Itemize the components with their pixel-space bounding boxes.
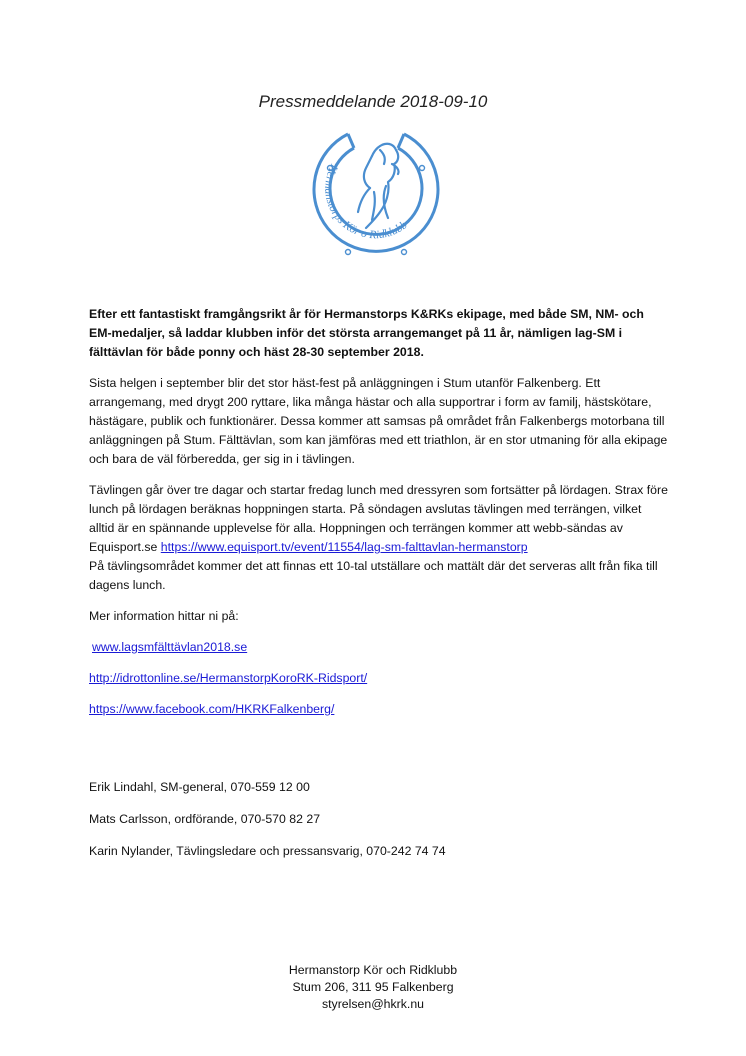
page-title: Pressmeddelande 2018-09-10 [258, 92, 488, 111]
paragraph-2-text: Tävlingen går över tre dagar och startar fredag lunch med dressyren som fortsätter på lördagen. Strax före lunch på lördagen beräknas hoppningen starta. På söndagen avslutas tävlingen med terrängen, vilket alltid är en spännande upplevelse för alla. Hoppningen och terrängen kommer att webb-sändas av Equisport.se [89, 483, 668, 554]
body-text [89, 305, 669, 731]
logo-text: Hermanstorps Kör o Ridklubb [322, 162, 410, 242]
link-lagsm-website[interactable]: www.lagsmfälttävlan2018.se [92, 640, 248, 654]
links-list [89, 638, 669, 719]
paragraph-1: Sista helgen i september blir det stor häst-fest på anläggningen i Stum utanför Falkenberg. Ett arrangemang, med drygt 200 ryttare, lika många hästar och alla supportrar i form av familj, hästskötare, hästägare, publik och funktionärer. Dessa kommer att samsas på området från Falkenbergs motorbana till anläggningen på Stum. Fälttävlan, som kan jämföras med ett triathlon, är en stor utmaning för alla ekipage och bara de väl förberedda, ger sig in i tävlingen. [89, 376, 668, 466]
link-idrottonline[interactable]: http://idrottonline.se/HermanstorpKoroRK-Ridsport/ [89, 671, 368, 685]
link-facebook[interactable]: https://www.facebook.com/HKRKFalkenberg/ [89, 702, 335, 716]
contacts-list [89, 778, 446, 874]
paragraph-2-end: På tävlingsområdet kommer det att finnas ett 10-tal utställare och mattält där det serveras allt från fika till dagens lunch. [89, 559, 658, 592]
club-logo [300, 120, 450, 270]
paragraph-2 [89, 481, 669, 595]
more-info-text: Mer information hittar ni på: [89, 609, 239, 623]
horse-icon [358, 144, 399, 228]
footer-email: styrelsen@hkrk.nu [321, 997, 424, 1011]
footer-club-name: Hermanstorp Kör och Ridklubb [288, 963, 458, 977]
contact-item: Mats Carlsson, ordförande, 070-570 82 27 [89, 812, 321, 826]
footer-address: Stum 206, 311 95 Falkenberg [292, 980, 454, 994]
contact-item: Karin Nylander, Tävlingsledare och pressansvarig, 070-242 74 74 [89, 844, 446, 858]
footer [0, 962, 746, 1013]
contact-item: Erik Lindahl, SM-general, 070-559 12 00 [89, 780, 310, 794]
equisport-link[interactable]: https://www.equisport.tv/event/11554/lag-sm-falttavlan-hermanstorp [160, 540, 528, 554]
lead-paragraph: Efter ett fantastiskt framgångsrikt år för Hermanstorps K&RKs ekipage, med både SM, NM- och EM-medaljer, så laddar klubben inför det största arrangemanget på 11 år, nämligen lag-SM i fälttävlan för både ponny och häst 28-30 september 2018. [89, 307, 644, 359]
